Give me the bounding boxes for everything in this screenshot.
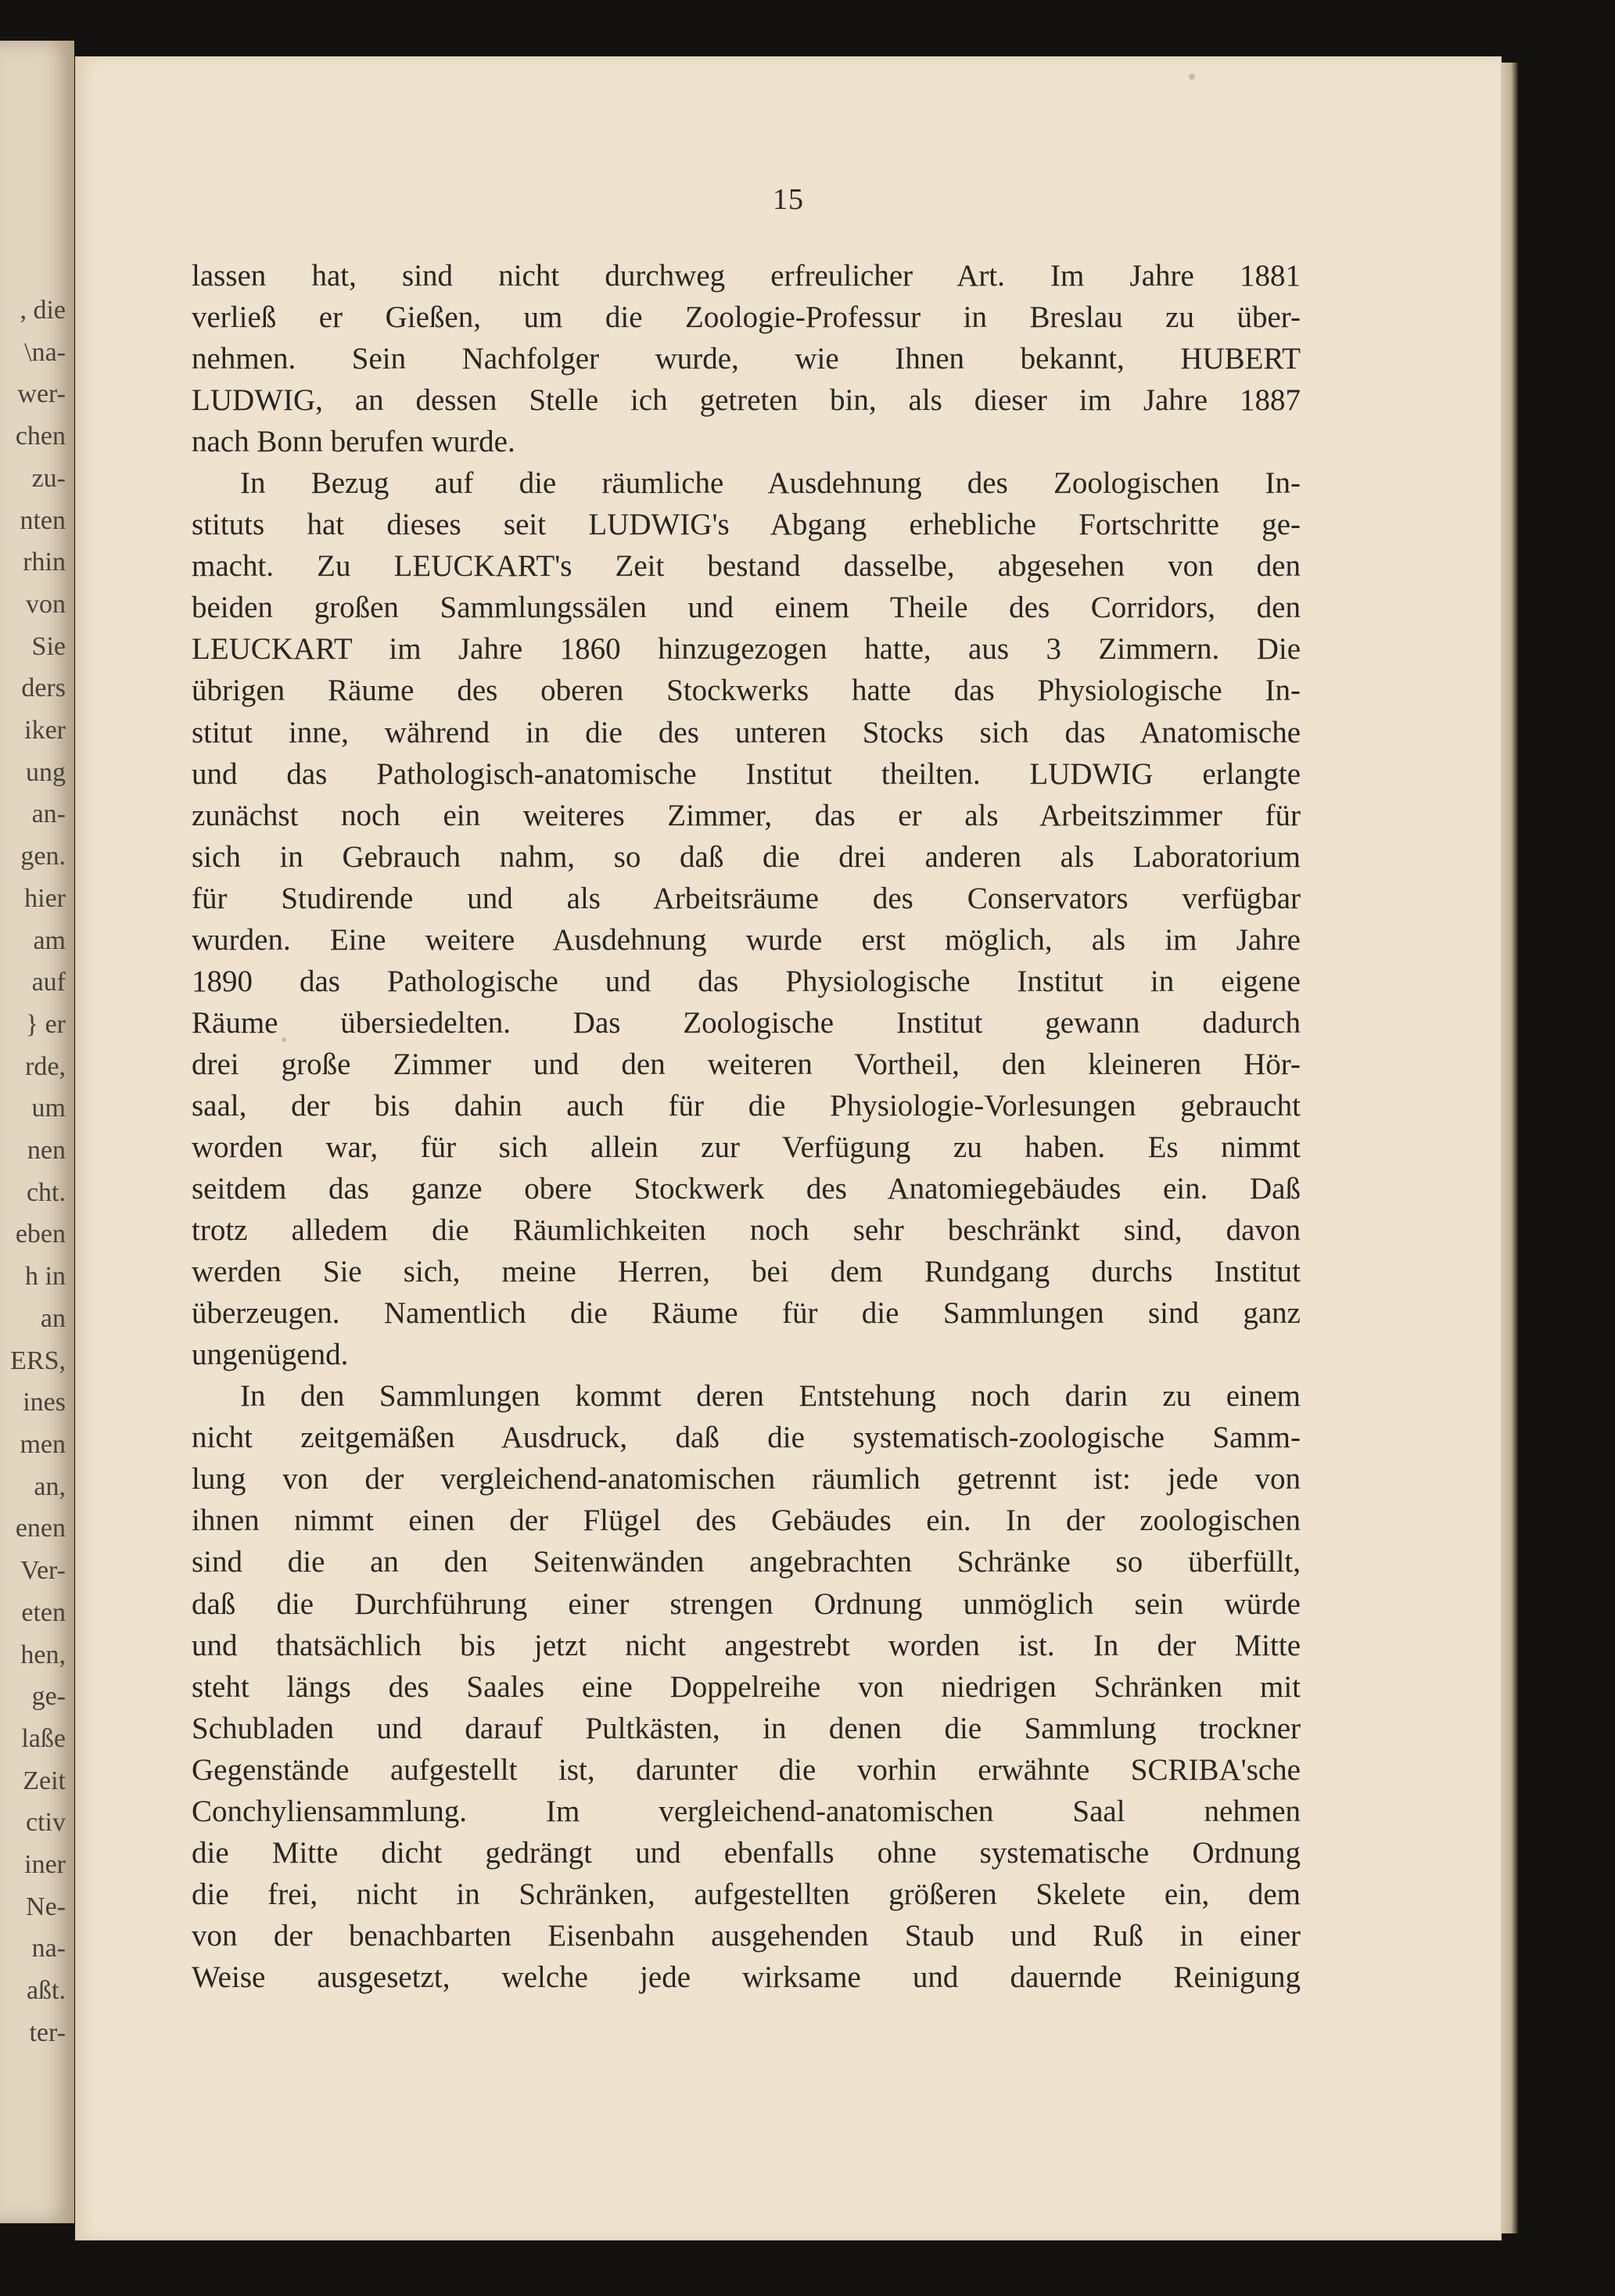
page-number: 15 [773, 183, 804, 216]
text-line: verließ er Gießen, um die Zoologie-Professur in Breslau zu über- [192, 300, 1301, 335]
text-line: nach Bonn berufen wurde. [192, 425, 515, 459]
text-line: LEUCKART im Jahre 1860 hinzugezogen hatte, aus 3 Zimmern. Die [192, 632, 1301, 667]
text-line: stitut inne, während in die des unteren Stocks sich das Anatomische [192, 715, 1301, 749]
facing-page-fragment: zu- [31, 463, 66, 493]
facing-page-fragment: nen [27, 1136, 66, 1166]
text-line: worden war, für sich allein zur Verfügung zu haben. Es nimmt [192, 1130, 1301, 1164]
text-line: 1890 das Pathologische und das Physiologische Institut in eigene [192, 964, 1301, 998]
text-line: zunächst noch ein weiteres Zimmer, das er als Arbeitszimmer für [192, 798, 1301, 832]
facing-page-fragment: am [33, 925, 66, 955]
facing-page-fragment: na- [31, 1934, 66, 1964]
facing-page-fragment: ines [23, 1388, 66, 1417]
text-line: stituts hat dieses seit LUDWIG's Abgang erhebliche Fortschritte ge- [192, 508, 1301, 542]
text-line: Räume übersiedelten. Das Zoologische Institut gewann dadurch [192, 1005, 1301, 1040]
text-line: Gegenstände aufgestellt ist, darunter die vorhin erwähnte SCRIBA'sche [192, 1752, 1301, 1787]
text-line: macht. Zu LEUCKART's Zeit bestand dasselbe, abgesehen von den [192, 549, 1301, 584]
text-line: Conchyliensammlung. Im vergleichend-anatomischen Saal nehmen [192, 1794, 1301, 1828]
facing-page-fragment: ter- [29, 2018, 66, 2047]
facing-page-fragment: , die [20, 296, 66, 325]
text-line: die frei, nicht in Schränken, aufgestellten größeren Skelete ein, dem [192, 1877, 1301, 1911]
text-line: überzeugen. Namentlich die Räume für die Sammlungen sind ganz [192, 1296, 1301, 1331]
facing-page-fragment: wer- [17, 379, 66, 409]
text-line: daß die Durchführung einer strengen Ordnung unmöglich sein würde [192, 1586, 1301, 1621]
paper-stain [1189, 74, 1195, 80]
text-line: die Mitte dicht gedrängt und ebenfalls ohne systematische Ordnung [192, 1835, 1301, 1870]
text-line: lassen hat, sind nicht durchweg erfreulicher Art. Im Jahre 1881 [192, 259, 1301, 293]
facing-page-fragment: ders [21, 674, 66, 703]
facing-page-fragment: an- [31, 799, 66, 829]
facing-page-fragment: an, [34, 1471, 66, 1501]
text-line: von der benachbarten Eisenbahn ausgehenden Staub und Ruß in einer [192, 1918, 1301, 1953]
facing-page-fragment: Zeit [23, 1766, 66, 1795]
text-line: und das Pathologisch-anatomische Institut theilten. LUDWIG erlangte [192, 756, 1301, 791]
facing-page-fragment: rde, [25, 1051, 66, 1081]
facing-page-fragment: Ver- [20, 1556, 66, 1586]
facing-page-fragment: ctiv [26, 1808, 66, 1838]
text-line: ungenügend. [192, 1338, 349, 1372]
facing-page-fragment: ERS, [10, 1346, 66, 1375]
text-line: nicht zeitgemäßen Ausdruck, daß die systematisch-zoologische Samm- [192, 1421, 1301, 1455]
facing-page-fragment: hen, [20, 1640, 66, 1669]
facing-page-fragment: cht. [26, 1177, 66, 1207]
text-line: Schubladen und darauf Pultkästen, in denen die Sammlung trockner [192, 1711, 1301, 1745]
text-line: In den Sammlungen kommt deren Entstehung noch darin zu einem [240, 1379, 1301, 1414]
facing-page-fragment: enen [15, 1514, 66, 1543]
facing-page-fragment: aßt. [26, 1976, 66, 2006]
text-line: übrigen Räume des oberen Stockwerks hatte das Physiologische In- [192, 674, 1301, 708]
facing-page-fragment: ge- [31, 1682, 66, 1712]
facing-page-fragment: Ne- [26, 1892, 66, 1921]
text-line: wurden. Eine weitere Ausdehnung wurde erst möglich, als im Jahre [192, 922, 1301, 957]
text-line: für Studirende und als Arbeitsräume des Conservators verfügbar [192, 881, 1301, 915]
facing-page-fragment: Sie [31, 631, 66, 661]
facing-page-fragment: eben [15, 1220, 66, 1249]
text-line: und thatsächlich bis jetzt nicht angestrebt worden ist. In der Mitte [192, 1628, 1301, 1662]
text-line: steht längs des Saales eine Doppelreihe von niedrigen Schränken mit [192, 1669, 1301, 1704]
facing-page-fragment: iker [24, 716, 66, 746]
facing-page [0, 41, 74, 2223]
facing-page-fragment: \na- [24, 337, 66, 367]
text-line: sich in Gebrauch nahm, so daß die drei anderen als Laboratorium [192, 839, 1301, 874]
facing-page-fragment: laße [21, 1723, 66, 1753]
facing-page-fragment: nten [20, 505, 66, 535]
book-page [76, 57, 1501, 2240]
text-line: nehmen. Sein Nachfolger wurde, wie Ihnen bekannt, HUBERT [192, 342, 1301, 376]
text-line: werden Sie sich, meine Herren, bei dem Rundgang durchs Institut [192, 1255, 1301, 1289]
facing-page-fragment: gen. [20, 842, 66, 871]
text-line: lung von der vergleichend-anatomischen räumlich getrennt ist: jede von [192, 1462, 1301, 1497]
text-line: beiden großen Sammlungssälen und einem Theile des Corridors, den [192, 591, 1301, 625]
page-edge [1501, 63, 1518, 2233]
facing-page-fragment: von [26, 589, 66, 619]
facing-page-fragment: iner [24, 1850, 66, 1880]
facing-page-fragment: um [31, 1094, 66, 1123]
text-line: seitdem das ganze obere Stockwerk des Anatomiegebäudes ein. Daß [192, 1172, 1301, 1206]
facing-page-fragment: men [20, 1429, 66, 1459]
text-line: saal, der bis dahin auch für die Physiologie-Vorlesungen gebraucht [192, 1088, 1301, 1123]
body-text [192, 255, 1301, 1998]
text-line: LUDWIG, an dessen Stelle ich getreten bin, als dieser im Jahre 1887 [192, 383, 1301, 418]
facing-page-fragment: auf [31, 968, 66, 997]
text-line: Weise ausgesetzt, welche jede wirksame und dauernde Reinigung [192, 1960, 1301, 1994]
facing-page-fragment: } er [25, 1009, 66, 1039]
facing-page-fragment: chen [15, 422, 66, 451]
text-line: drei große Zimmer und den weiteren Vortheil, den kleineren Hör- [192, 1047, 1301, 1081]
text-line: sind die an den Seitenwänden angebrachten Schränke so überfüllt, [192, 1545, 1301, 1579]
facing-page-fragment: rhin [23, 548, 66, 577]
text-line: In Bezug auf die räumliche Ausdehnung des Zoologischen In- [240, 466, 1301, 501]
facing-page-fragment: hier [24, 883, 66, 913]
facing-page-fragment: an [40, 1303, 66, 1333]
facing-page-fragment: eten [21, 1597, 66, 1627]
facing-page-fragment: ung [26, 757, 66, 787]
text-line: trotz alledem die Räumlichkeiten noch sehr beschränkt sind, davon [192, 1213, 1301, 1248]
facing-page-fragment: h in [25, 1262, 66, 1292]
facing-page-text [0, 289, 66, 2054]
text-line: ihnen nimmt einen der Flügel des Gebäudes ein. In der zoologischen [192, 1504, 1301, 1538]
